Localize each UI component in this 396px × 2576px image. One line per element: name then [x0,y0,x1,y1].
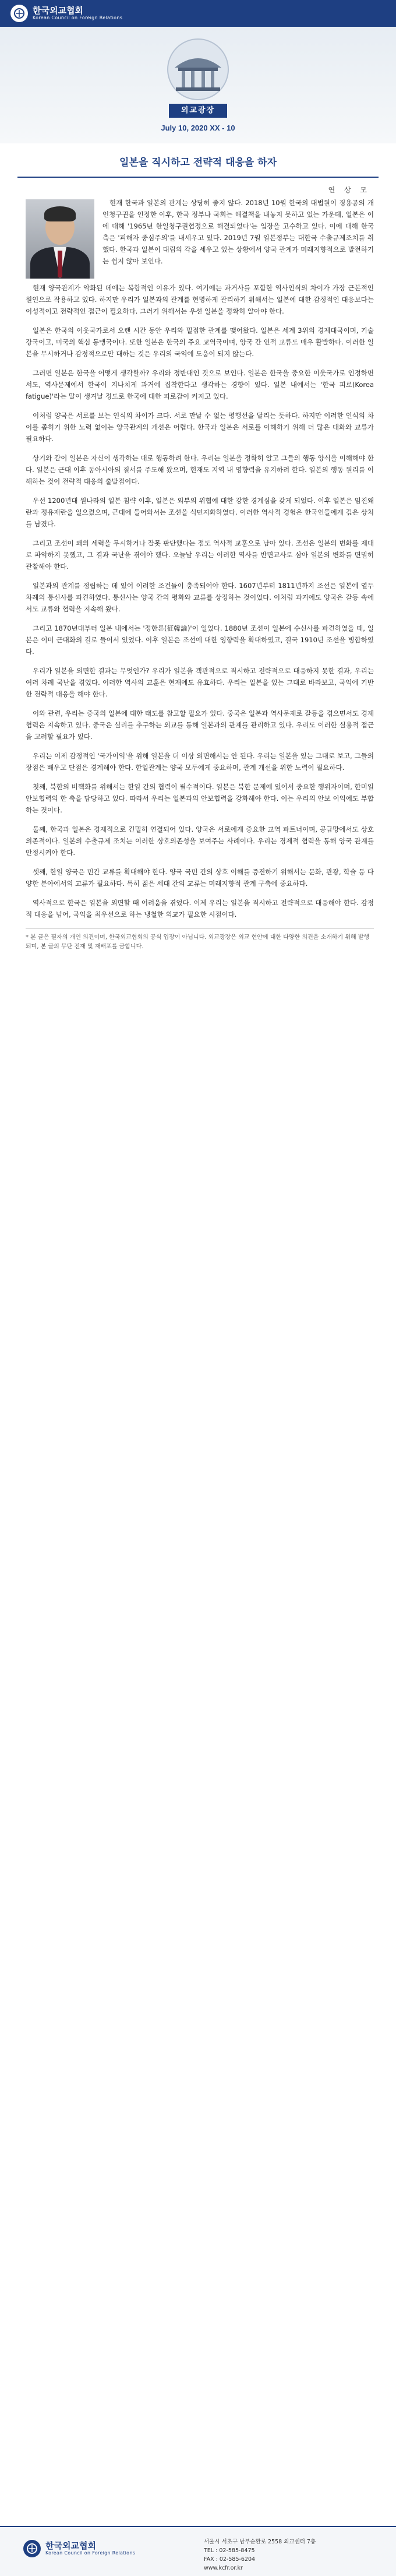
paragraph: 이처럼 양국은 서로를 보는 인식의 차이가 크다. 서로 만날 수 없는 평행선을 달리는 듯하다. 하지만 이러한 인식의 차이를 좁히기 위한 노력 없이는 양국관계의 개선은 어렵다. 한국과 일본은 서로를 이해하기 위해 더 많은 대화와 교류가 필요하다. [26,411,374,443]
paragraph: 우리는 이제 감정적인 '국가이익'을 위해 일본을 더 이상 외면해서는 안 된다. 우리는 일본을 있는 그대로 보고, 그들의 장점은 배우고 단점은 경계해야 한다. 한일관계는 양국 모두에게 중요하며, 관계 개선을 위한 노력이 필요하다. [26,752,374,772]
paragraph: 현재 양국관계가 악화된 데에는 복합적인 이유가 있다. 여기에는 과거사를 포함한 역사인식의 차이가 가장 근본적인 원인으로 작용하고 있다. 하지만 우리가 일본과의 관계를 현명하게 관리하기 위해서는 일본에 대한 감정적인 대응보다는 이성적이고 전략적인 접근이 필요하다. 그러기 위해서는 우선 일본을 정확히 알아야 한다. [26,284,374,315]
paragraph: 우선 1200년대 원나라의 일본 침략 이후, 일본은 외부의 위협에 대한 강한 경계심을 갖게 되었다. 이후 일본은 임진왜란과 정유재란을 일으켰으며, 근대에 들어와서는 조선을 식민지화하였다. 이러한 역사적 경험은 한국인들에게 깊은 상처를 남겼다. [26,497,374,528]
paragraph: 첫째, 북한의 비핵화를 위해서는 한일 간의 협력이 필수적이다. 일본은 북한 문제에 있어서 중요한 행위자이며, 한미일 안보협력의 한 축을 담당하고 있다. 따라서 우리는 일본과의 안보협력을 강화해야 한다. 이는 우리의 안보 이익에도 부합하는 것이다. [26,783,374,814]
paragraph: 그러면 일본은 한국을 어떻게 생각할까? 우리와 정반대인 것으로 보인다. 일본은 한국을 중요한 이웃국가로 인정하면서도, 역사문제에서 한국이 지나치게 과거에 집착한다고 생각하는 경향이 있다. 일본 내에서는 '한국 피로(Korea fatigue)'라는 말이 생겨날 정도로 한국에 대한 피로감이 커지고 있다. [26,369,374,400]
paragraph: 그리고 1870년대부터 일본 내에서는 '정한론(征韓論)'이 일었다. 1880년 조선이 일본에 수신사를 파견하였을 때, 일본은 이미 근대화의 길로 들어서 있었다. 이후 일본은 조선에 대한 영향력을 확대하였고, 결국 1910년 조선을 병합하였다. [26,624,374,656]
paragraph: 상기와 같이 일본은 자신이 생각하는 대로 행동하려 한다. 우리는 일본을 정확히 알고 그들의 행동 양식을 이해해야 한다. 일본은 근대 이후 동아시아의 질서를 주도해 왔으며, 현재도 지역 내 영향력을 유지하려 한다. 일본의 행동 원리를 이해하는 것이 전략적 대응의 출발점이다. [26,454,374,485]
pavilion-emblem-icon [157,37,239,104]
paragraph: 둘째, 한국과 일본은 경제적으로 긴밀히 연결되어 있다. 양국은 서로에게 중요한 교역 파트너이며, 공급망에서도 상호 의존적이다. 일본의 수출규제 조치는 이러한 상호의존성을 보여주는 사례이다. 우리는 경제적 협력을 통해 양국 관계를 안정시켜야 한다. [26,825,374,857]
website-link[interactable]: www.kcfr.or.kr [204,2565,243,2571]
paragraph: 셋째, 한일 양국은 민간 교류를 확대해야 한다. 양국 국민 간의 상호 이해를 증진하기 위해서는 문화, 관광, 학술 등 다양한 분야에서의 교류가 필요하다. 특히 젊은 세대 간의 교류는 미래지향적 관계 구축에 중요하다. [26,868,374,888]
article-author: 연 상 모 [328,186,370,194]
footer-logo [23,2540,135,2557]
lead-section [26,197,374,282]
contact-info [204,2538,316,2573]
article-title: 일본을 직시하고 전략적 대응을 하자 [119,157,277,168]
issue-date: July 10, 2020 XX - 10 [161,124,235,132]
paragraph: 역사적으로 한국은 일본을 외면할 때 어려움을 겪었다. 이제 우리는 일본을 직시하고 전략적으로 대응해야 한다. 감정적 대응을 넘어, 국익을 최우선으로 하는 냉철한 외교가 필요한 시점이다. [26,899,374,919]
org-name-en: Korean Council on Foreign Relations [33,15,123,20]
paragraph: 그리고 조선이 왜의 세력을 무시하거나 잘못 판단했다는 점도 역사적 교훈으로 남아 있다. 조선은 일본의 변화를 제대로 파악하지 못했고, 그 결과 국난을 겪어야 했다. 오늘날 우리는 이러한 역사를 반면교사로 삼아 일본의 변화를 면밀히 관찰해야 한다. [26,539,374,571]
paragraph: 일본과의 관계를 정립하는 데 있어 이러한 조건들이 충족되어야 한다. 1607년부터 1811년까지 조선은 일본에 열두 차례의 통신사를 파견하였다. 통신사는 양국 간의 평화와 교류를 상징하는 것이었다. 이처럼 과거에도 양국은 갈등 속에서도 교류와 협력을 지속해 왔다. [26,582,374,613]
paragraph: 일본은 한국의 이웃국가로서 오랜 시간 동안 우리와 밀접한 관계를 맺어왔다. 일본은 세계 3위의 경제대국이며, 기술강국이고, 미국의 핵심 동맹국이다. 또한 일본은 한국의 주요 교역국이며, 양국 간 인적 교류도 매우 활발하다. 이러한 일본을 무시하거나 감정적으로만 대하는 것은 우리의 국익에 도움이 되지 않는다. [26,326,374,358]
footer-org-name-en: Korean Council on Foreign Relations [45,2550,136,2556]
paragraph: 이와 관련, 우리는 중국의 일본에 대한 태도를 참고할 필요가 있다. 중국은 일본과 역사문제로 갈등을 겪으면서도 경제협력은 지속하고 있다. 중국은 실리를 추구하는 외교를 통해 일본과의 관계를 관리하고 있다. 우리도 이러한 실용적 접근을 고려할 필요가 있다. [26,709,374,741]
author-photo [26,199,94,279]
footer [0,2526,396,2576]
paragraph: 현재 한국과 일본의 관계는 상당히 좋지 않다. 2018년 10월 한국의 대법원이 징용공의 개인청구권을 인정한 이후, 한국 정부나 국회는 해결책을 내놓지 못하고 있는 가운데, 일본은 이에 대해 '1965년 한일청구권협정으로 해결되었다'는 입장을 고수하고 있다. 이에 대해 한국 측은 '피해자 중심주의'를 내세우고 있다. 2019년 7월 일본정부는 대한국 수출규제조치를 취했다. 한국과 일본이 대립의 각을 세우고 있는 상황에서 양국 관계가 미래지향적으로 발전하기는 쉽지 않아 보인다. [102,199,374,265]
org-logo [10,5,122,22]
article-body [0,197,396,920]
fax: FAX : 02-585-6204 [204,2556,256,2563]
paragraph: 우리가 일본을 외면한 결과는 무엇인가? 우리가 일본을 객관적으로 직시하고 전략적으로 대응하지 못한 결과, 우리는 여러 차례 국난을 겪었다. 이러한 역사의 교훈은 현재에도 유효하다. 우리는 일본을 있는 그대로 바라보고, 국익에 기반한 전략적 대응을 해야 한다. [26,667,374,698]
bulletin-ribbon: 외교광장 [169,104,227,118]
address: 서울시 서초구 남부순환로 2558 외교센터 7층 [204,2539,316,2545]
emblem-icon [23,2540,41,2557]
org-name-kr: 한국외교협회 [33,5,83,16]
footnote: * 본 글은 필자의 개인 의견이며, 한국외교협회의 공식 입장이 아닙니다. 외교광장은 외교 현안에 대한 다양한 의견을 소개하기 위해 발행되며, 본 글의 무단 전재 및 재배포를 금합니다. [26,934,370,950]
emblem-icon [10,5,28,22]
footer-org-name-kr: 한국외교협회 [45,2540,96,2552]
phone: TEL : 02-585-8475 [204,2547,255,2554]
hero-banner [0,27,396,143]
top-banner [0,0,396,27]
